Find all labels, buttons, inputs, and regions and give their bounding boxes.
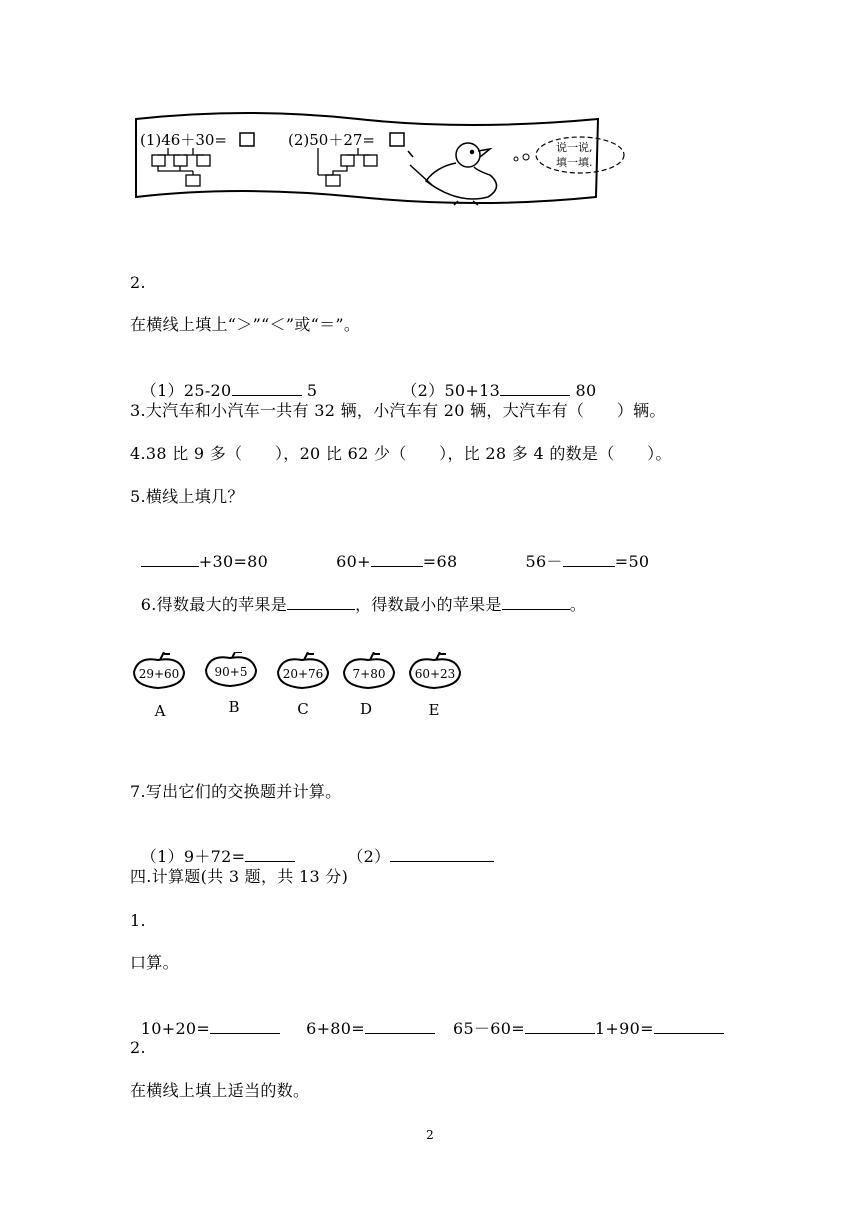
item-3-right: =50 [614,552,650,571]
oral-item-3: 65－60= [452,1019,525,1038]
q6-text-3: 。 [569,595,587,614]
answer-blank[interactable] [500,379,570,396]
section-4-q2-number: 2. [130,1038,146,1057]
q7-part-2-label: （2） [347,847,391,866]
apple-e-letter: E [428,701,440,719]
bubble-text-line2: 填一填. [556,156,593,169]
answer-blank[interactable] [654,1017,724,1034]
question-2-parts [130,357,596,402]
page-number: 2 [426,1128,434,1142]
apple-a-expr: 29+60 [138,667,180,681]
apple-b-letter: B [228,698,240,716]
part-2-value: 80 [575,381,597,400]
oral-calculation-row [130,995,724,1040]
question-7-parts [130,823,494,868]
answer-blank[interactable] [390,845,494,862]
section-4-q2-instruction: 在横线上填上适当的数。 [130,1081,310,1100]
question-5-items [130,528,649,573]
question-5-title: 5.横线上填几？ [130,487,244,506]
apples-illustration [130,652,470,722]
answer-blank[interactable] [287,593,355,610]
answer-blank[interactable] [232,379,302,396]
item-2-left: 60+ [336,552,371,571]
question-7-title: 7.写出它们的交换题并计算。 [130,782,342,801]
item-2-right: =68 [422,552,458,571]
answer-blank[interactable] [365,1017,435,1034]
apple-e-expr: 60+23 [414,667,456,681]
answer-blank[interactable] [141,550,199,567]
answer-blank[interactable] [210,1017,280,1034]
question-4: 4.38 比 9 多（ ），20 比 62 少（ ），比 28 多 4 的数是（ ）。 [130,444,672,463]
item-3-left: 56－ [525,552,563,571]
bubble-text-line1: 说一说, [556,141,593,154]
addition-banner-illustration [128,105,638,215]
part-1-label: （1）25-20 [140,381,232,400]
apple-c-expr: 20+76 [282,667,324,681]
oral-item-1: 10+20= [140,1019,211,1038]
apple-b-expr: 90+5 [214,665,248,679]
section-4-heading: 四.计算题(共 3 题，共 13 分) [130,867,349,886]
apple-c-letter: C [297,700,309,718]
part-1-value: 5 [306,381,318,400]
oral-item-4: 1+90= [594,1019,654,1038]
question-3: 3.大汽车和小汽车一共有 32 辆，小汽车有 20 辆，大汽车有（ ）辆。 [130,401,666,420]
question-2-instruction: 在横线上填上“＞”“＜”或“＝”。 [130,315,361,334]
part-2-label: （2）50+13 [401,381,501,400]
answer-blank[interactable] [563,550,615,567]
equation-1: (1)46＋30= [140,131,227,149]
equation-2: (2)50＋27= [288,131,375,149]
question-2-number: 2. [130,273,146,292]
section-4-q1-instruction: 口算。 [130,953,179,972]
answer-blank[interactable] [525,1017,595,1034]
answer-blank[interactable] [245,845,295,862]
apple-a-letter: A [154,702,166,720]
answer-blank[interactable] [371,550,423,567]
q6-text-1: 6.得数最大的苹果是 [140,595,288,614]
apple-d-expr: 7+80 [352,667,386,681]
q6-text-2: ，得数最小的苹果是 [355,595,502,614]
question-6 [130,571,586,616]
section-4-q1-number: 1. [130,911,146,930]
oral-item-2: 6+80= [306,1019,365,1038]
answer-blank[interactable] [502,593,570,610]
apple-d-letter: D [359,700,373,718]
item-1-text: +30=80 [198,552,269,571]
duck-icon [408,143,497,205]
q7-part-1-label: （1）9＋72= [140,847,246,866]
